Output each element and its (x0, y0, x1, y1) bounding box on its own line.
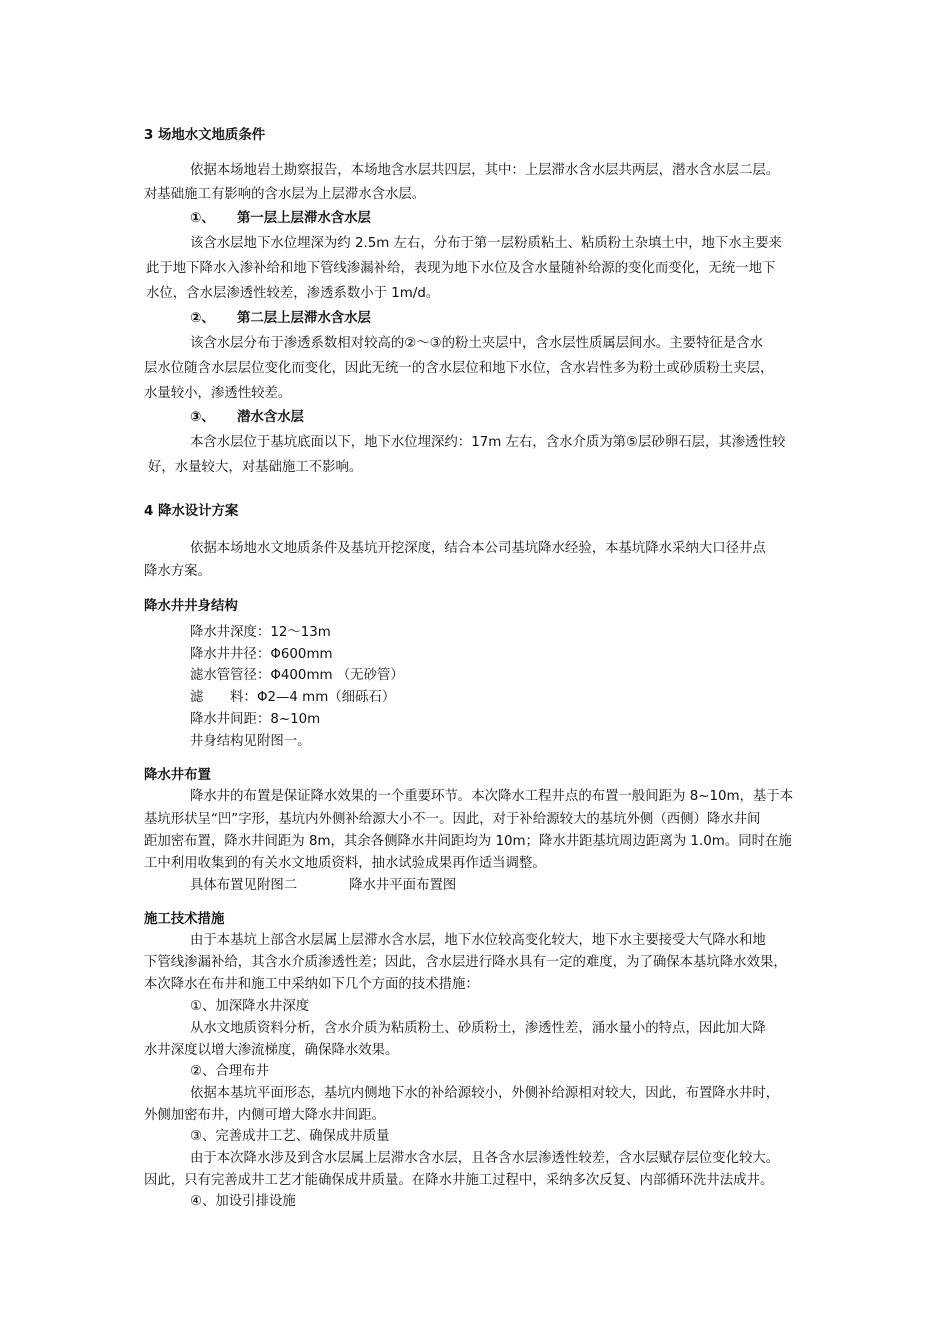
figure-reference (190, 877, 456, 894)
list-item: 滤 料：Φ2—4 mm（细砾石） (190, 690, 396, 705)
paragraph-line: 好，水量较大，对基础施工不影响。 (148, 460, 363, 475)
paragraph-line: 因此，只有完善成井工艺才能确保成井质量。在降水井施工过程中，采纳多次反复、内部循环洗井法成井。 (144, 1173, 774, 1188)
paragraph-line: 该含水层分布于渗透系数相对较高的②～③的粉土夹层中，含水层性质属层间水。主要特征是含水 (190, 336, 764, 351)
layer3-title: 潜水含水层 (237, 410, 304, 425)
section-4-heading: 4 降水设计方案 (144, 504, 239, 519)
paragraph-line: 工中利用收集到的有关水文地质资料，抽水试验成果再作适当调整。 (144, 856, 546, 871)
paragraph-line: 降水井的布置是保证降水效果的一个重要环节。本次降水工程井点的布置一般间距为 8~10m，基于本 (190, 789, 794, 804)
list-item: 井身结构见附图一。 (190, 734, 311, 749)
measures-heading: 施工技术措施 (144, 912, 225, 927)
paragraph-line: 基坑形状呈“凹”字形，基坑内外侧补给源大小不一。因此，对于补给源较大的基坑外侧（西侧）降水井间 (144, 812, 761, 827)
paragraph-line: 外侧加密布井，内侧可增大降水井间距。 (144, 1108, 386, 1123)
paragraph-line: 水量较小，渗透性较差。 (144, 386, 292, 401)
well-layout-heading: 降水井布置 (144, 768, 211, 783)
layer3-heading (190, 409, 304, 426)
paragraph-line: 对基础施工有影响的含水层为上层滞水含水层。 (144, 187, 426, 202)
paragraph-line: 距加密布置，降水井间距为 8m，其余各侧降水井间距均为 10m；降水井距基坑周边距离为 1.0m。同时在施 (144, 834, 792, 849)
paragraph-line: 依据本场地水文地质条件及基坑开挖深度，结合本公司基坑降水经验，本基坑降水采纳大口径井点 (190, 541, 766, 556)
paragraph-line: 本次降水在布井和施工中采纳如下几个方面的技术措施： (144, 977, 479, 992)
paragraph-line: 此于地下降水入渗补给和地下管线渗漏补给，表现为地下水位及含水量随补给源的变化而变化，无统一地下 (146, 261, 776, 276)
paragraph-line: 下管线渗漏补给，其含水介质渗透性差；因此，含水层进行降水具有一定的难度，为了确保本基坑降水效果， (144, 955, 787, 970)
layer2-number: ②、 (190, 311, 215, 326)
paragraph-line: 依据本基坑平面形态，基坑内侧地下水的补给源较小，外侧补给源相对较大，因此，布置降水井时， (190, 1086, 780, 1101)
paragraph-line: 水井深度以增大渗流梯度，确保降水效果。 (144, 1043, 399, 1058)
figure-ref-text: 具体布置见附图二 (190, 878, 298, 893)
list-item: 降水井井径：Φ600mm (190, 647, 333, 662)
measure-1-title: ①、加深降水井深度 (190, 999, 310, 1014)
list-item: 降水井间距：8~10m (190, 712, 321, 727)
list-item: 降水井深度：12～13m (190, 625, 331, 640)
layer1-title: 第一层上层滞水含水层 (237, 211, 371, 226)
paragraph-line: 由于本次降水涉及到含水层属上层滞水含水层，且各含水层渗透性较差，含水层赋存层位变化较大。 (190, 1151, 780, 1166)
paragraph-line: 层水位随含水层层位变化而变化，因此无统一的含水层位和地下水位，含水岩性多为粉土或砂质粉土夹层， (144, 361, 774, 376)
paragraph-line: 水位，含水层渗透性较差，渗透系数小于 1m/d。 (146, 286, 440, 301)
paragraph-line: 该含水层地下水位埋深为约 2.5m 左右，分布于第一层粉质粘土、粘质粉土杂填土中，地下水主要来 (190, 236, 782, 251)
section-3-heading: 3 场地水文地质条件 (144, 128, 266, 143)
layer2-title: 第二层上层滞水含水层 (237, 311, 371, 326)
layer1-number: ①、 (190, 211, 215, 226)
list-item: 滤水管管径：Φ400mm （无砂管） (190, 668, 404, 683)
measure-3-title: ③、完善成井工艺、确保成井质量 (190, 1129, 390, 1144)
well-structure-heading: 降水井井身结构 (144, 599, 238, 614)
paragraph-line: 依据本场地岩土勘察报告，本场地含水层共四层，其中：上层滞水含水层共两层，潜水含水层二层。 (190, 163, 780, 178)
paragraph-line: 由于本基坑上部含水层属上层滞水含水层，地下水位较高变化较大，地下水主要接受大气降水和地 (190, 933, 766, 948)
measure-2-title: ②、合理布井 (190, 1064, 269, 1079)
paragraph-line: 从水文地质资料分析，含水介质为粘质粉土、砂质粉土，渗透性差，涌水量小的特点，因此加大降 (190, 1021, 766, 1036)
paragraph-line: 本含水层位于基坑底面以下，地下水位埋深约：17m 左右，含水介质为第⑤层砂卵石层，其渗透性较 (190, 435, 786, 450)
layer1-heading (190, 210, 371, 227)
paragraph-line: 降水方案。 (144, 564, 211, 579)
layer3-number: ③、 (190, 410, 215, 425)
measure-4-title: ④、加设引排设施 (190, 1194, 296, 1209)
layer2-heading (190, 310, 371, 327)
figure-title: 降水井平面布置图 (349, 878, 457, 893)
